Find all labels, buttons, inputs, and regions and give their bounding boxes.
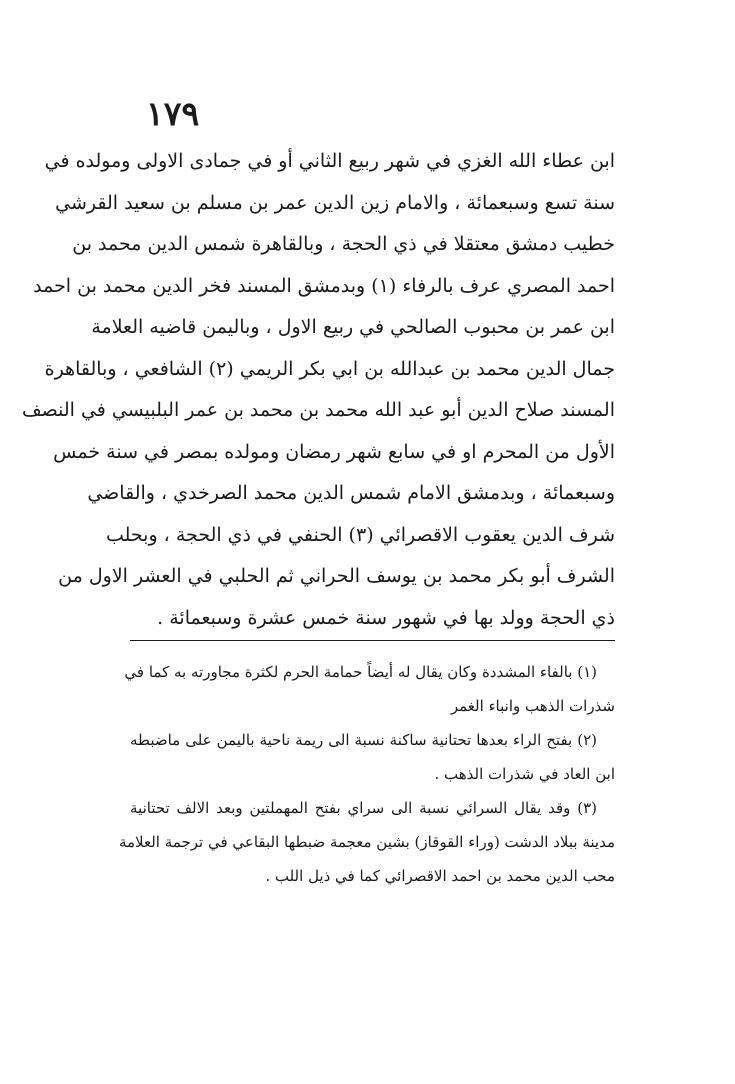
main-text-line: سنة تسع وسبعمائة ، والامام زين الدين عمر بن مسلم بن سعيد القرشي: [55, 191, 615, 214]
main-text-line: وسبعمائة ، وبدمشق الامام شمس الدين محمد الصرخدي ، والقاضي: [87, 482, 615, 504]
footnote-1: (١) بالفاء المشددة وكان يقال له أيضاً حمامة الحرم لكثرة مجاورته به كما في: [124, 663, 597, 681]
main-text-line: جمال الدين محمد بن عبدالله بن ابي بكر الريمي (٢) الشافعي ، وبالقاهرة: [44, 357, 615, 380]
main-text-line: الشرف أبو بكر محمد بن يوسف الحراني ثم الحلبي في العشر الاول من: [58, 565, 615, 587]
footnotes: [118, 655, 615, 893]
footnote-3: (٣) وقد يقال السرائي نسبة الى سراي بفتح المهملتين وبعد الالف تحتانية: [130, 799, 597, 817]
main-text-line: خطيب دمشق معتقلا في ذي الحجة ، وبالقاهرة شمس الدين محمد بن: [72, 233, 615, 255]
footnote-2: (٢) بفتح الراء بعدها تحتانية ساكنة نسبة الى ريمة ناحية باليمن على ماضبطه: [130, 731, 597, 749]
footnote-1-continuation: شذرات الذهب وانباء الغمر: [450, 697, 615, 715]
main-text-line: شرف الدين يعقوب الاقصرائي (٣) الحنفي في ذي الحجة ، وبحلب: [105, 523, 615, 546]
main-text-line: احمد المصري عرف بالرفاء (١) وبدمشق المسند فخر الدين محمد بن احمد: [33, 274, 615, 297]
footnote-3-continuation: محب الدين محمد بن احمد الاقصرائي كما في ذيل اللب .: [265, 867, 615, 885]
main-text-line: الأول من المحرم او في سابع شهر رمضان ومولده بمصر في سنة خمس: [53, 440, 615, 463]
page-number: ١٧٩: [146, 94, 200, 133]
main-text-line: ابن عمر بن محبوب الصالحي في ربيع الاول ، وباليمن قاضيه العلامة: [91, 316, 615, 338]
main-text-line: المسند صلاح الدين أبو عبد الله محمد بن محمد بن عمر البلبيسي في النصف: [21, 399, 615, 421]
main-text-body: [21, 141, 615, 639]
footnote-2-continuation: ابن العاد في شذرات الذهب .: [434, 765, 615, 783]
footnote-divider: [130, 640, 615, 641]
main-text-line: ابن عطاء الله الغزي في شهر ربيع الثاني أو في جمادى الاولى ومولده في: [44, 150, 615, 172]
main-text-line: ذي الحجة وولد بها في شهور سنة خمس عشرة وسبعمائة .: [157, 606, 615, 629]
footnote-3-continuation: مدينة ببلاد الدشت (وراء القوقاز) بشين معجمة ضبطها البقاعي في ترجمة العلامة: [118, 833, 615, 851]
